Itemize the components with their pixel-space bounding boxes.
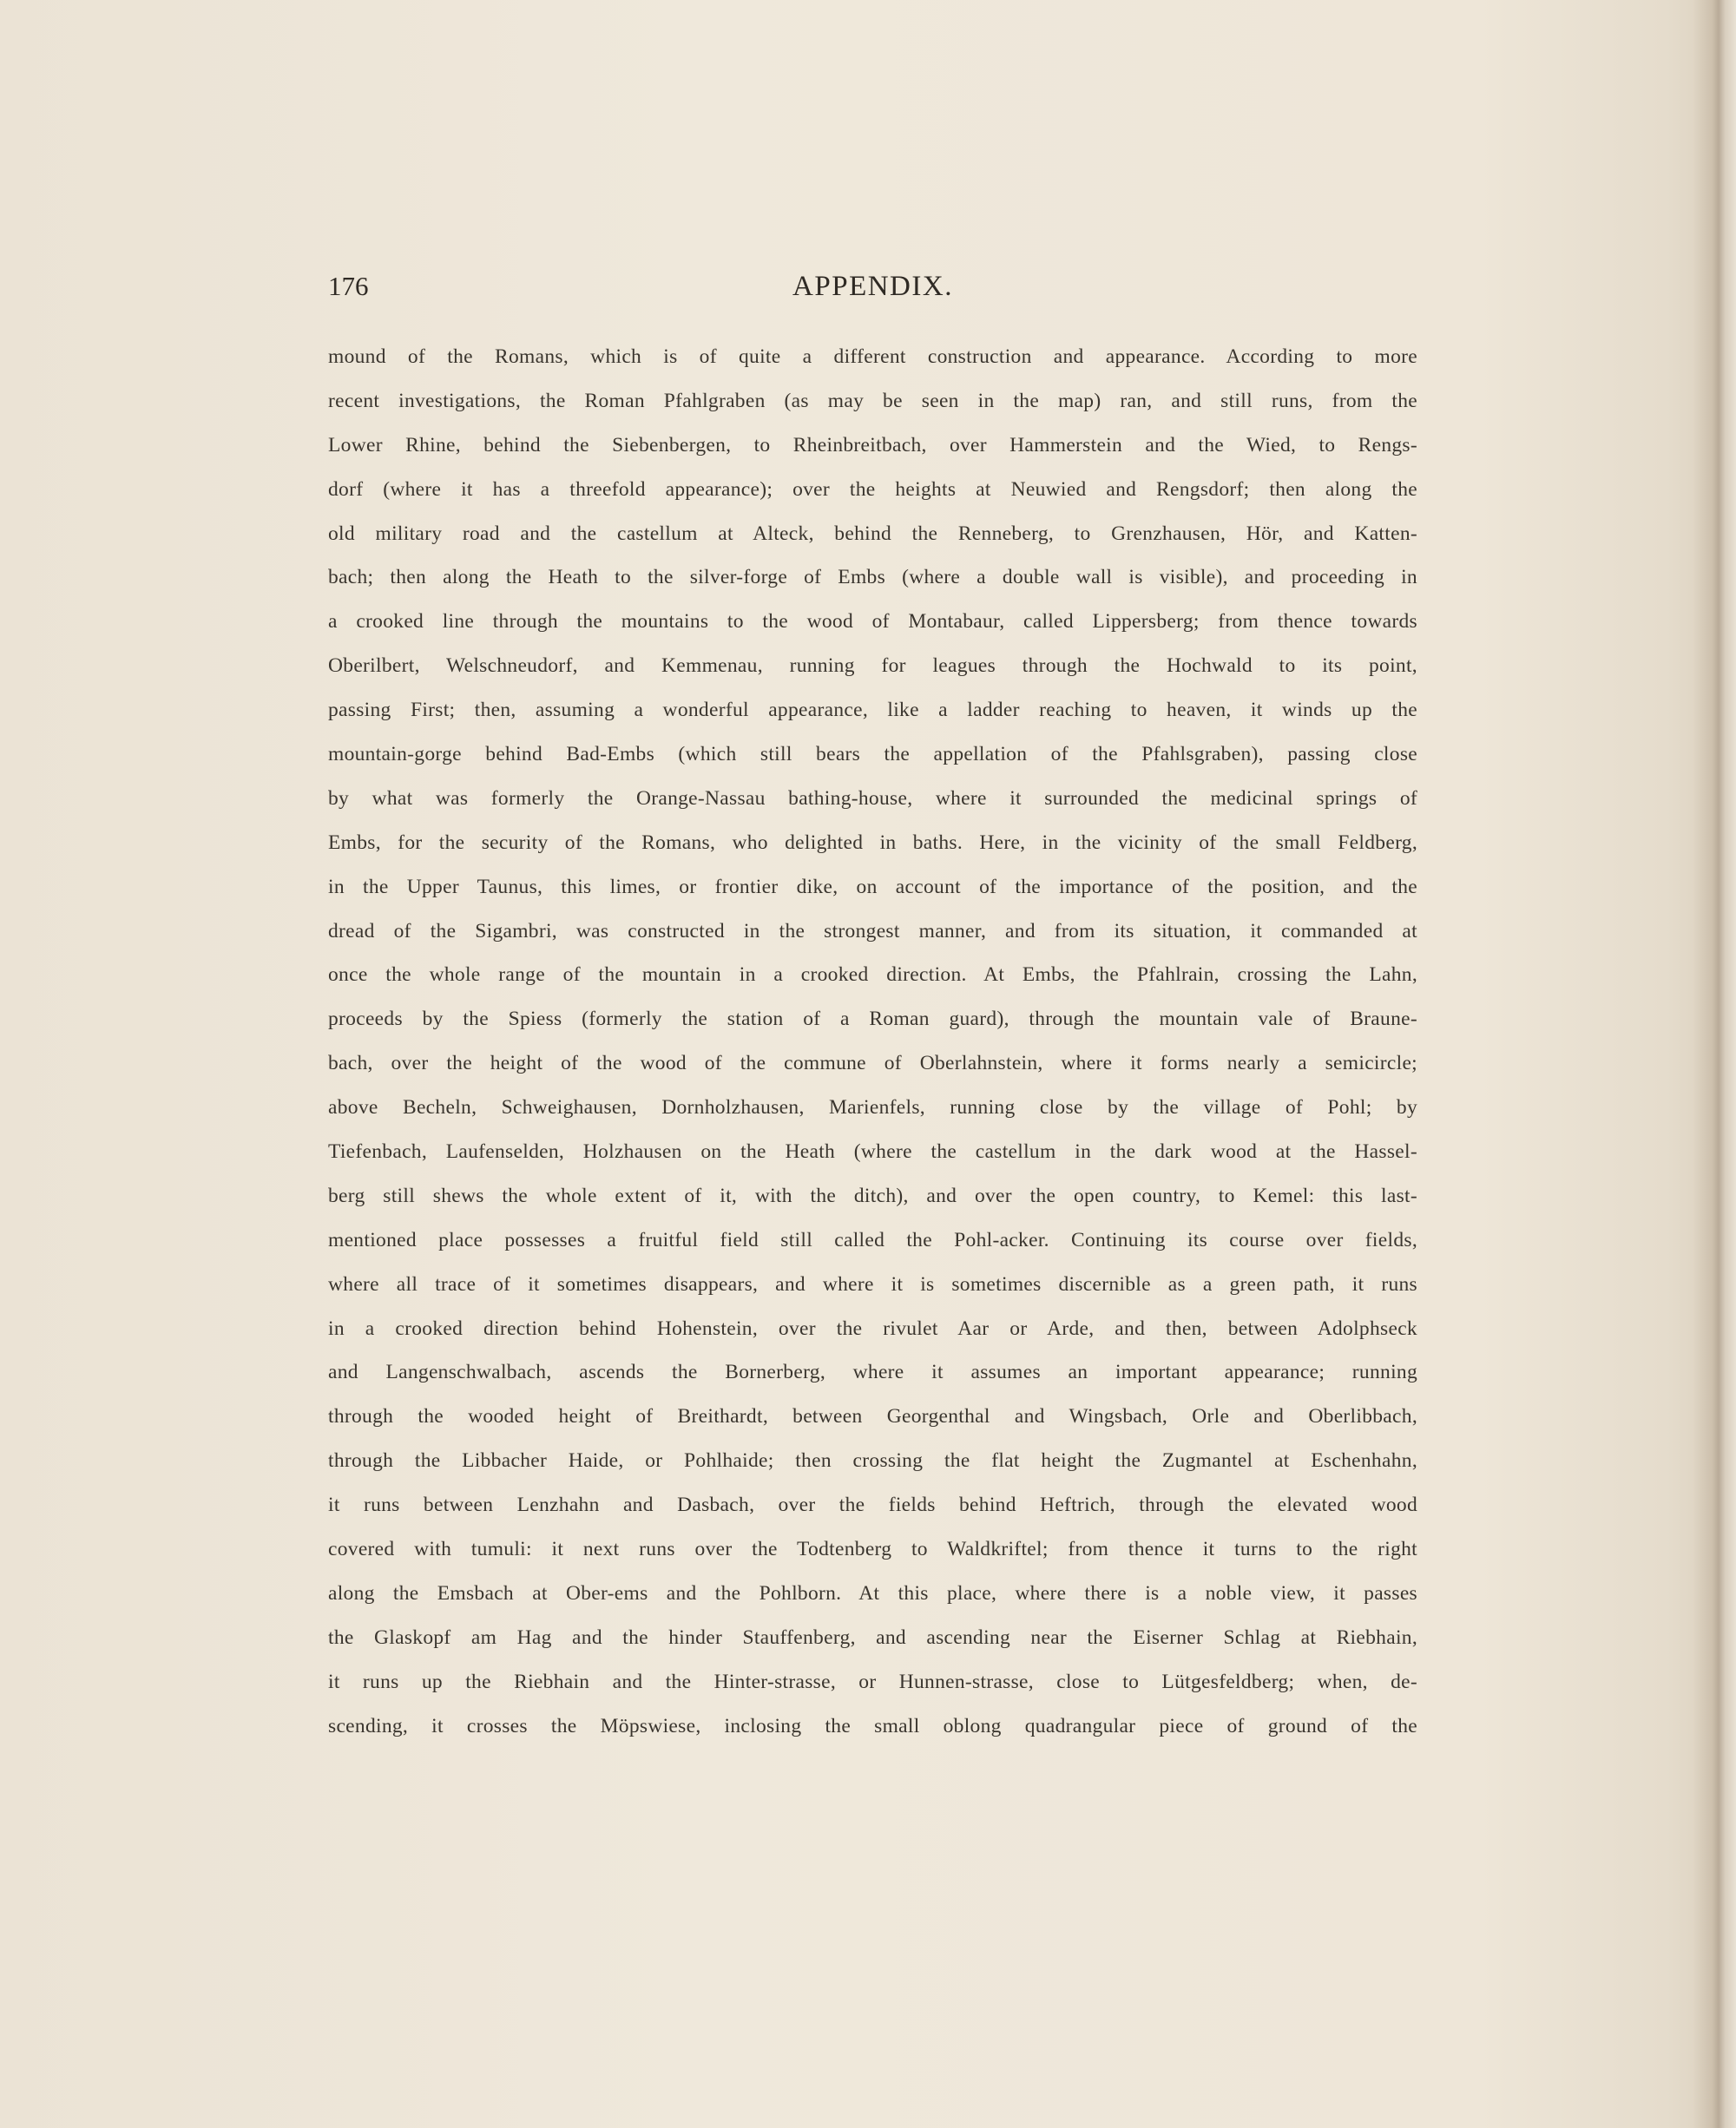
text-line: by what was formerly the Orange-Nassau bathing-house, where it surrounded the medicinal springs of bbox=[328, 786, 1417, 810]
text-line: old military road and the castellum at Alteck, behind the Renneberg, to Grenzhausen, Hör, and Katten- bbox=[328, 522, 1417, 545]
text-line: where all trace of it sometimes disappears, and where it is sometimes discernible as a green path, it runs bbox=[328, 1272, 1417, 1296]
text-line: dorf (where it has a threefold appearance); over the heights at Neuwied and Rengsdorf; then along the bbox=[328, 477, 1417, 501]
text-line: scending, it crosses the Möpswiese, inclosing the small oblong quadrangular piece of ground of the bbox=[328, 1714, 1417, 1737]
text-line: in the Upper Taunus, this limes, or frontier dike, on account of the importance of the position, and the bbox=[328, 875, 1417, 898]
text-line: in a crooked direction behind Hohenstein, over the rivulet Aar or Arde, and then, between Adolphseck bbox=[328, 1317, 1417, 1340]
text-line: Tiefenbach, Laufenselden, Holzhausen on the Heath (where the castellum in the dark wood at the Hassel- bbox=[328, 1140, 1417, 1164]
text-line: through the Libbacher Haide, or Pohlhaide; then crossing the flat height the Zugmantel at Eschenhahn, bbox=[328, 1449, 1417, 1473]
text-line: it runs between Lenzhahn and Dasbach, over the fields behind Heftrich, through the elevated wood bbox=[328, 1494, 1417, 1517]
text-line: along the Emsbach at Ober-ems and the Pohlborn. At this place, where there is a noble view, it passes bbox=[328, 1581, 1417, 1605]
text-line: recent investigations, the Roman Pfahlgraben (as may be seen in the map) ran, and still runs, from the bbox=[328, 389, 1417, 412]
text-line: Lower Rhine, behind the Siebenbergen, to Rheinbreitbach, over Hammerstein and the Wied, to Rengs- bbox=[328, 433, 1417, 456]
text-line: proceeds by the Spiess (formerly the station of a Roman guard), through the mountain vale of Braune- bbox=[328, 1008, 1417, 1031]
text-line: a crooked line through the mountains to the wood of Montabaur, called Lippersberg; from thence towards bbox=[328, 610, 1417, 634]
text-line: once the whole range of the mountain in a crooked direction. At Embs, the Pfahlrain, crossing the Lahn, bbox=[328, 963, 1417, 987]
text-line: above Becheln, Schweighausen, Dornholzhausen, Marienfels, running close by the village of Pohl; by bbox=[328, 1096, 1417, 1120]
running-head: APPENDIX. bbox=[792, 271, 953, 302]
text-line: the Glaskopf am Hag and the hinder Stauffenberg, and ascending near the Eiserner Schlag at Riebhain, bbox=[328, 1626, 1417, 1649]
text-line: bach; then along the Heath to the silver-forge of Embs (where a double wall is visible), and proceeding in bbox=[328, 566, 1417, 589]
page-edge-shadow bbox=[1693, 0, 1736, 2128]
text-line: and Langenschwalbach, ascends the Bornerberg, where it assumes an important appearance; running bbox=[328, 1361, 1417, 1384]
text-line: bach, over the height of the wood of the commune of Oberlahnstein, where it forms nearly a semicircle; bbox=[328, 1052, 1417, 1075]
text-line: berg still shews the whole extent of it, with the ditch), and over the open country, to Kemel: this last- bbox=[328, 1184, 1417, 1207]
text-line: mountain-gorge behind Bad-Embs (which still bears the appellation of the Pfahlsgraben), passing close bbox=[328, 743, 1417, 766]
body-text bbox=[328, 335, 1417, 1749]
page-header bbox=[328, 271, 1417, 314]
text-line: passing First; then, assuming a wonderful appearance, like a ladder reaching to heaven, it winds up the bbox=[328, 699, 1417, 722]
text-line: Oberilbert, Welschneudorf, and Kemmenau, running for leagues through the Hochwald to its point, bbox=[328, 654, 1417, 678]
page-number: 176 bbox=[328, 271, 369, 301]
text-line: through the wooded height of Breithardt, between Georgenthal and Wingsbach, Orle and Oberlibbach, bbox=[328, 1405, 1417, 1429]
text-line: mentioned place possesses a fruitful field still called the Pohl-acker. Continuing its course over fields, bbox=[328, 1228, 1417, 1251]
text-line: it runs up the Riebhain and the Hinter-strasse, or Hunnen-strasse, close to Lütgesfeldberg; when, de- bbox=[328, 1670, 1417, 1693]
text-line: covered with tumuli: it next runs over the Todtenberg to Waldkriftel; from thence it turns to the right bbox=[328, 1538, 1417, 1561]
text-line: dread of the Sigambri, was constructed in the strongest manner, and from its situation, it commanded at bbox=[328, 919, 1417, 942]
text-line: Embs, for the security of the Romans, who delighted in baths. Here, in the vicinity of the small Feldberg, bbox=[328, 831, 1417, 854]
text-line: mound of the Romans, which is of quite a different construction and appearance. According to more bbox=[328, 345, 1417, 368]
